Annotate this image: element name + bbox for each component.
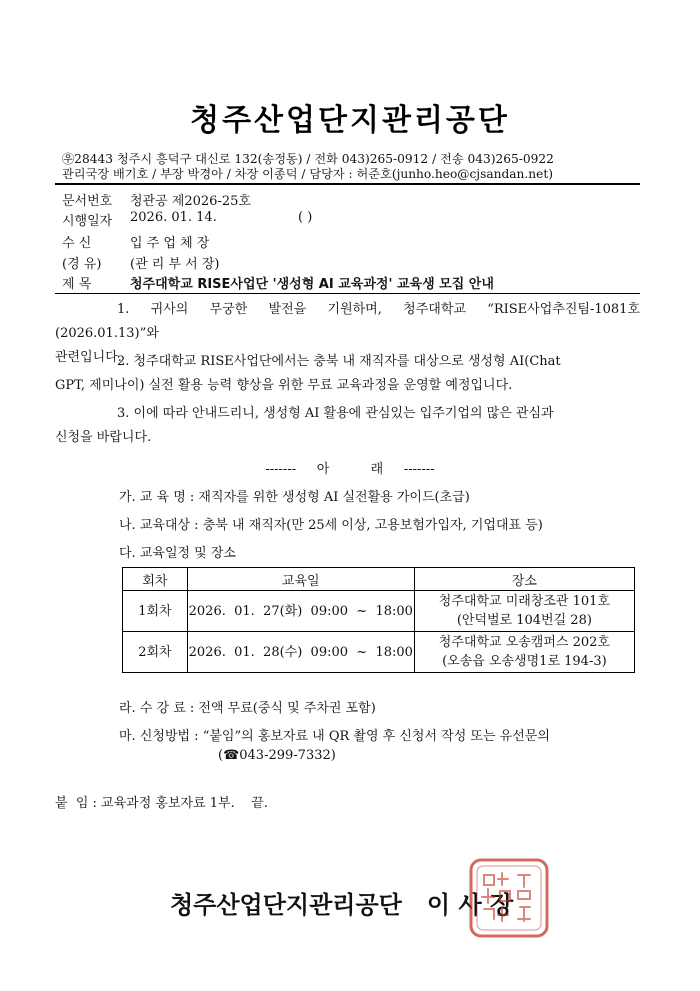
place-cell bbox=[414, 591, 634, 632]
session-cell: 1회차 bbox=[123, 591, 188, 632]
paragraph-3-first: 3. 이에 따라 안내드리니, 생성형 AI 활용에 관심있는 입주기업의 많은 관심과 bbox=[117, 406, 554, 421]
header-session: 회차 bbox=[123, 568, 188, 591]
session-cell: 2회차 bbox=[123, 632, 188, 673]
doc-number-label: 문서번호 bbox=[62, 194, 113, 209]
item-schedule-heading: 다. 교육일정 및 장소 bbox=[119, 546, 236, 561]
paragraph-3 bbox=[55, 402, 640, 450]
item-fee: 라. 수 강 료 : 전액 무료(중식 및 주차권 포함) bbox=[119, 701, 376, 716]
subject-divider bbox=[55, 293, 640, 294]
table-row bbox=[123, 632, 635, 673]
subject-label: 제 목 bbox=[62, 277, 92, 292]
place-cell bbox=[414, 632, 634, 673]
item-apply-phone: (☎043-299-7332) bbox=[218, 748, 336, 763]
paragraph-2-rest: GPT, 제미나이) 실전 활용 능력 향상을 위한 무료 교육과정을 운영할 예정입니다. bbox=[55, 378, 513, 393]
item-course-name: 가. 교 육 명 : 재직자를 위한 생성형 AI 실전활용 가이드(초급) bbox=[119, 490, 470, 505]
paragraph-2 bbox=[55, 350, 640, 398]
date-cell bbox=[187, 591, 414, 632]
header-divider bbox=[55, 183, 640, 185]
place-line-1: 청주대학교 오송캠퍼스 202호 bbox=[438, 635, 610, 650]
official-seal-icon bbox=[468, 857, 550, 939]
place-line-2: (안덕벌로 104번길 28) bbox=[456, 613, 592, 628]
header-place: 장소 bbox=[414, 568, 634, 591]
staff-line: 관리국장 배기호 / 부장 박경아 / 차장 이종덕 / 담당자 : 허준호(junho.heo@cjsandan.net) bbox=[62, 167, 553, 181]
item-apply-method: 마. 신청방법 : “붙임”의 홍보자료 내 QR 촬영 후 신청서 작성 또는 유선문의 bbox=[119, 729, 550, 744]
paragraph-1-first: 1. 귀사의 무궁한 발전을 기원하며, 청주대학교 “RISE사업추진팀-1081호(2026.01.13)”와 bbox=[55, 302, 640, 341]
table-row bbox=[123, 591, 635, 632]
date-value: 2026. 01. 14. bbox=[130, 210, 217, 225]
attachment-line: 붙 임 : 교육과정 홍보자료 1부. 끝. bbox=[55, 796, 268, 811]
place-line-2: (오송읍 오송생명1로 194-3) bbox=[442, 654, 607, 669]
doc-number-value: 청관공 제2026-25호 bbox=[130, 194, 251, 209]
via-value: (관 리 부 서 장) bbox=[130, 257, 220, 272]
recipient-value: 입 주 업 체 장 bbox=[130, 236, 210, 251]
table-header-row bbox=[123, 568, 635, 591]
recipient-label: 수 신 bbox=[62, 236, 92, 251]
date-paren: ( ) bbox=[298, 210, 313, 225]
date-text: 2026. 01. 27(화) 09:00 ~ 18:00 bbox=[188, 603, 413, 619]
header-date: 교육일 bbox=[187, 568, 414, 591]
below-marker: ------- 아 래 ------- bbox=[265, 462, 435, 477]
paragraph-3-rest: 신청을 바랍니다. bbox=[55, 430, 152, 445]
address-line: ㉾28443 청주시 흥덕구 대신로 132(송정동) / 전화 043)265-0912 / 전송 043)265-0922 bbox=[62, 152, 554, 166]
date-text: 2026. 01. 28(수) 09:00 ~ 18:00 bbox=[188, 644, 413, 660]
schedule-table bbox=[122, 567, 635, 673]
paragraph-1-rest: 관련입니다. bbox=[55, 350, 122, 365]
via-label: (경 유) bbox=[62, 257, 102, 272]
item-target: 나. 교육대상 : 충북 내 재직자(만 25세 이상, 고용보험가입자, 기업대표 등) bbox=[119, 518, 543, 533]
date-cell bbox=[187, 632, 414, 673]
subject-value bbox=[130, 273, 494, 292]
place-line-1: 청주대학교 미래창조관 101호 bbox=[438, 594, 610, 609]
organization-title: 청주산업단지관리공단 bbox=[190, 103, 510, 138]
paragraph-2-first: 2. 청주대학교 RISE사업단에서는 충북 내 재직자를 대상으로 생성형 AI(Chat bbox=[117, 354, 561, 369]
date-label: 시행일자 bbox=[62, 214, 113, 229]
signature: 청주산업단지관리공단 이 사 장 bbox=[170, 891, 514, 919]
subject-text: 청주대학교 RISE사업단 '생성형 AI 교육과정' 교육생 모집 안내 bbox=[130, 277, 494, 292]
